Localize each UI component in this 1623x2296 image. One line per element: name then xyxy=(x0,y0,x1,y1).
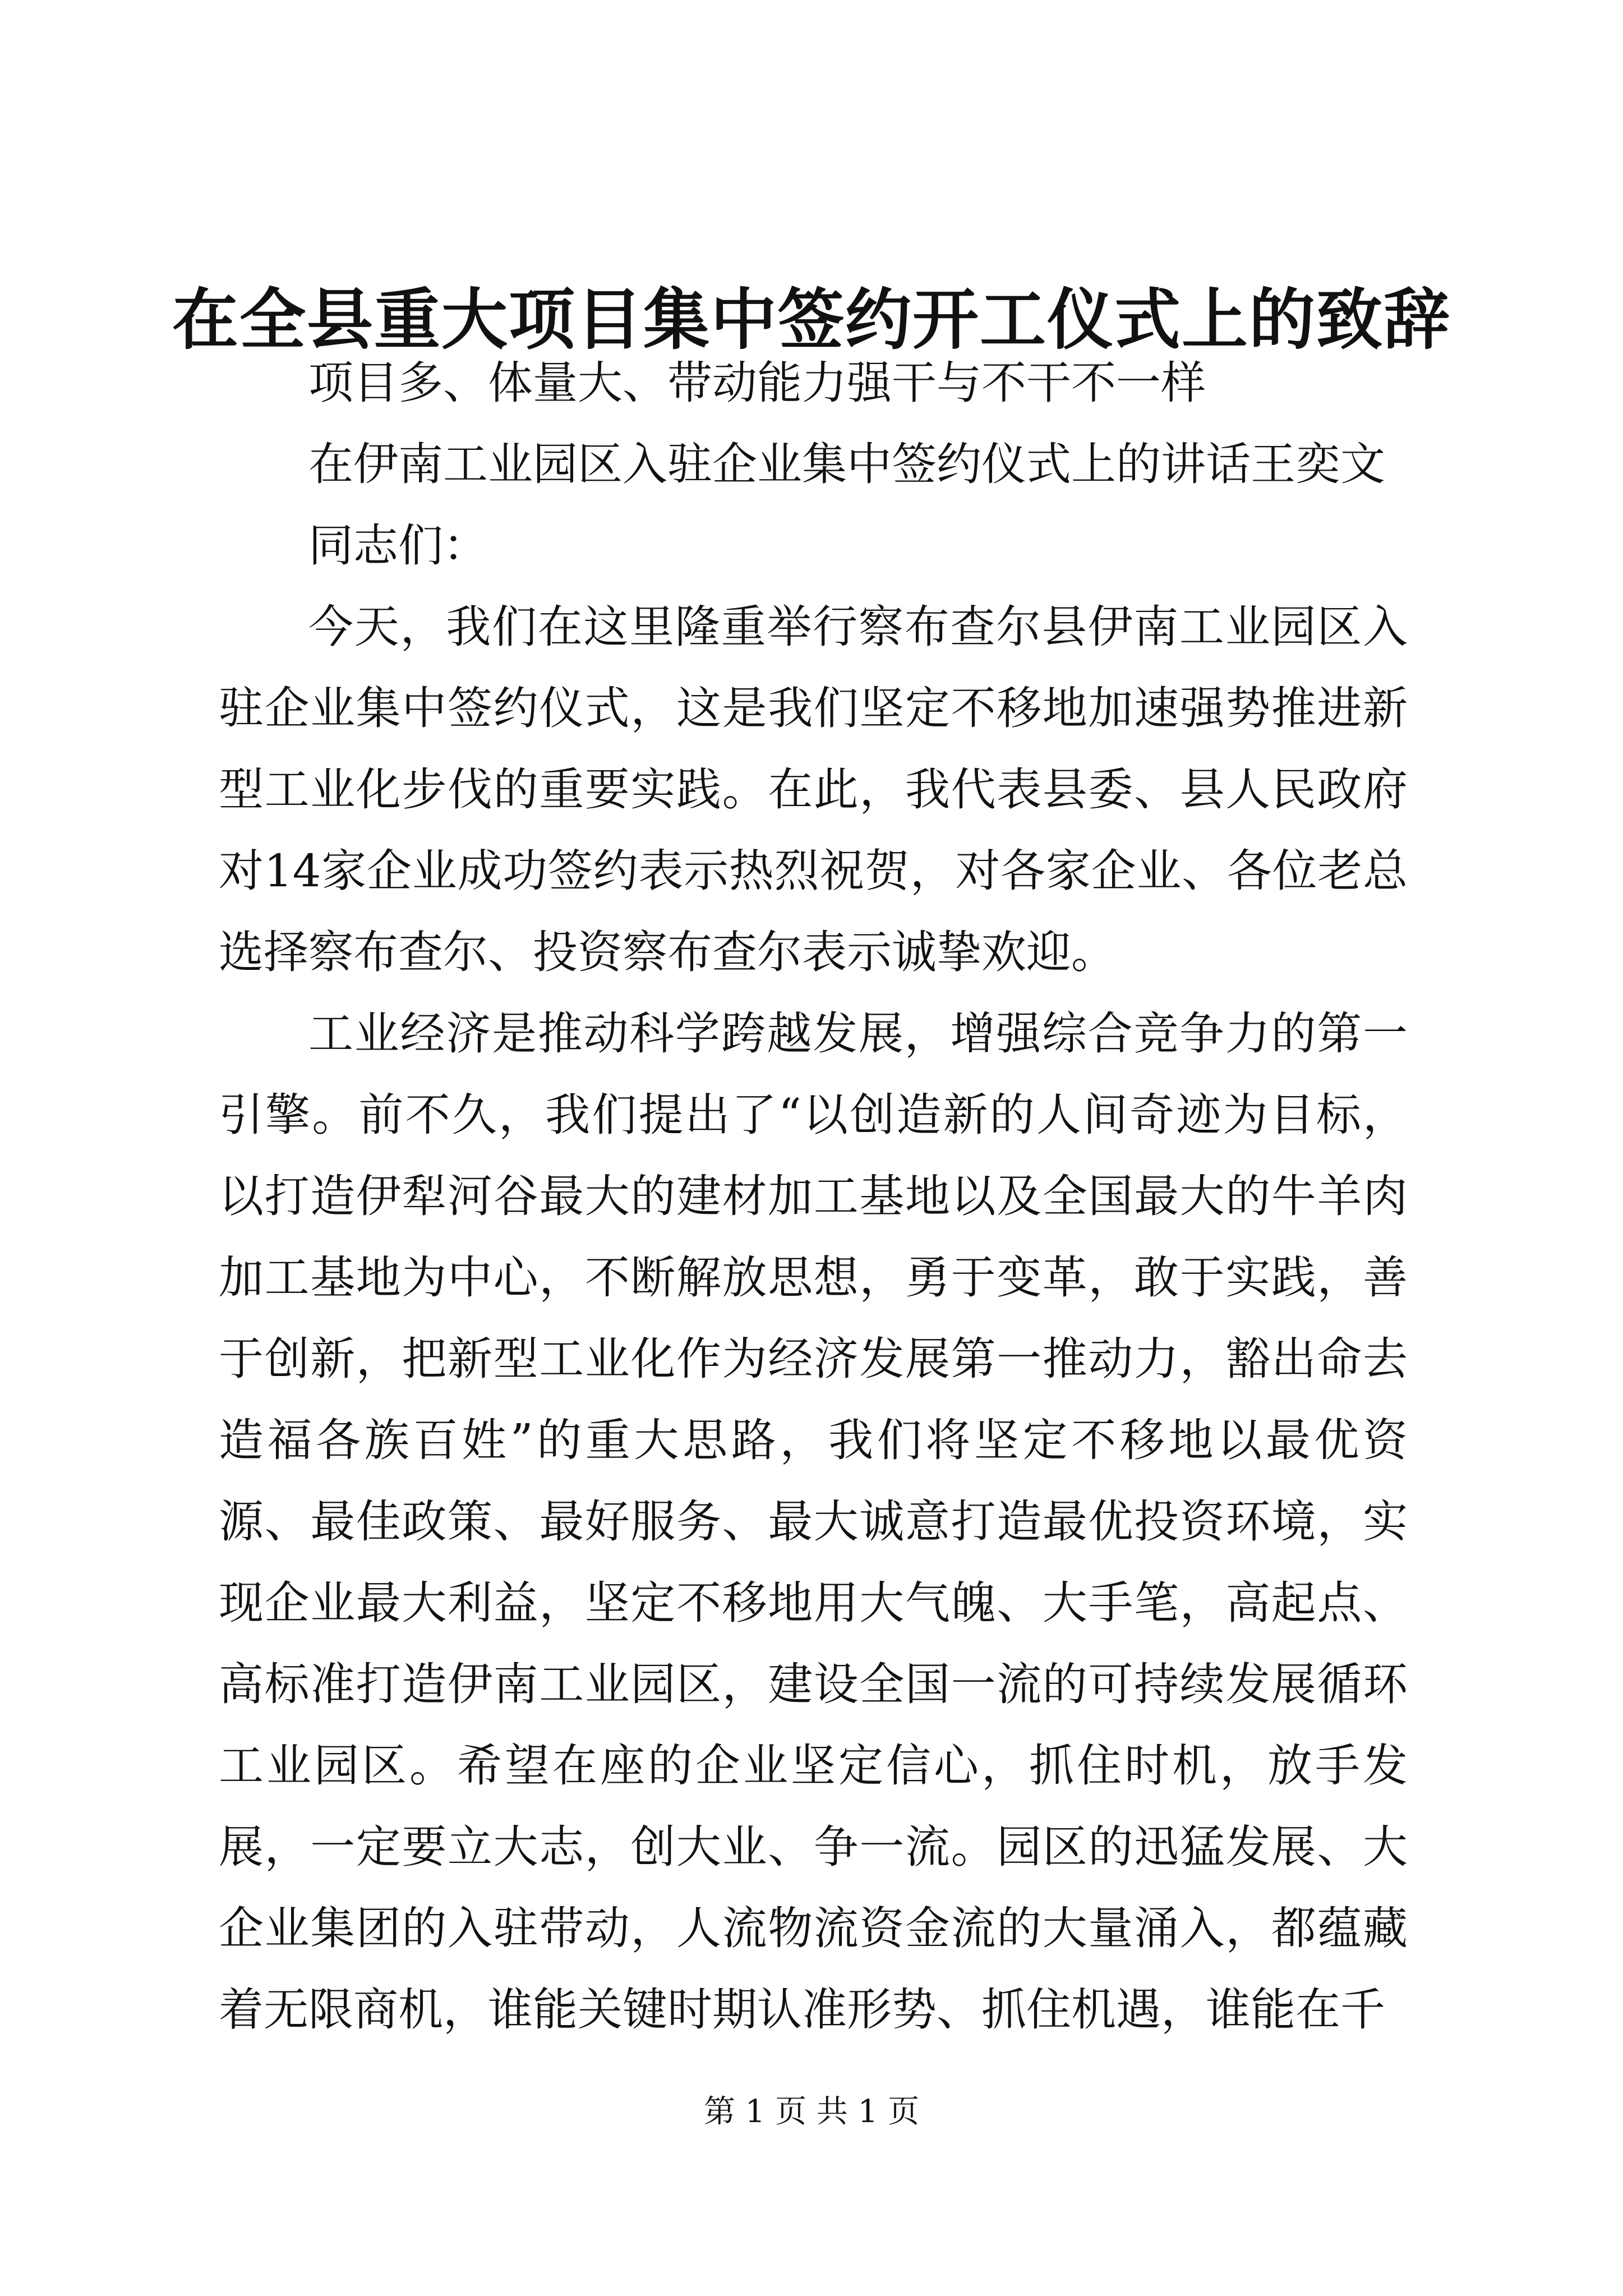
paragraph-speech-heading: 在伊南工业园区入驻企业集中签约仪式上的讲话王奕文 xyxy=(308,438,1385,490)
paragraph-body-2: 工业经济是推动科学跨越发展，增强综合竞争力的第一引擎。前不久，我们提出了“以创造新的人间奇迹为目标，以打造伊犁河谷最大的建材加工基地以及全国最大的牛羊肉加工基地为中心，不断解放思想，勇于变革，敢于实践，善于创新，把新型工业化作为经济发展第一推动力，豁出命去造福各族百姓”的重大思路，我们将坚定不移地以最优资源、最佳政策、最好服务、最大诚意打造最优投资环境，实现企业最大利益，坚定不移地用大气魄、大手笔，高起点、高标准打造伊南工业园区，建设全国一流的可持续发展循环工业园区。希望在座的企业坚定信心，抓住时机，放手发展，一定要立大志，创大业、争一流。园区的迅猛发展、大企业集团的入驻带动，人流物流资金流的大量涌入，都蕴藏着无限商机，谁能关键时期认准形势、抓住机遇，谁能在千 xyxy=(219,1007,1408,2036)
paragraph-body-1: 今天，我们在这里隆重举行察布查尔县伊南工业园区入驻企业集中签约仪式，这是我们坚定不移地加速强势推进新型工业化步伐的重要实践。在此，我代表县委、县人民政府对14家企业成功签约表示热烈祝贺，对各家企业、各位老总选择察布查尔、投资察布查尔表示诚挚欢迎。 xyxy=(219,601,1408,978)
document-body xyxy=(219,342,1408,2050)
page-footer: 第 1 页 共 1 页 xyxy=(703,2093,920,2130)
document-title: 在全县重大项目集中签约开工仪式上的致辞 xyxy=(172,280,1451,358)
paragraph-salutation: 同志们： xyxy=(308,519,488,572)
paragraph-subtitle: 项目多、体量大、带动能力强干与不干不一样 xyxy=(308,357,1206,409)
